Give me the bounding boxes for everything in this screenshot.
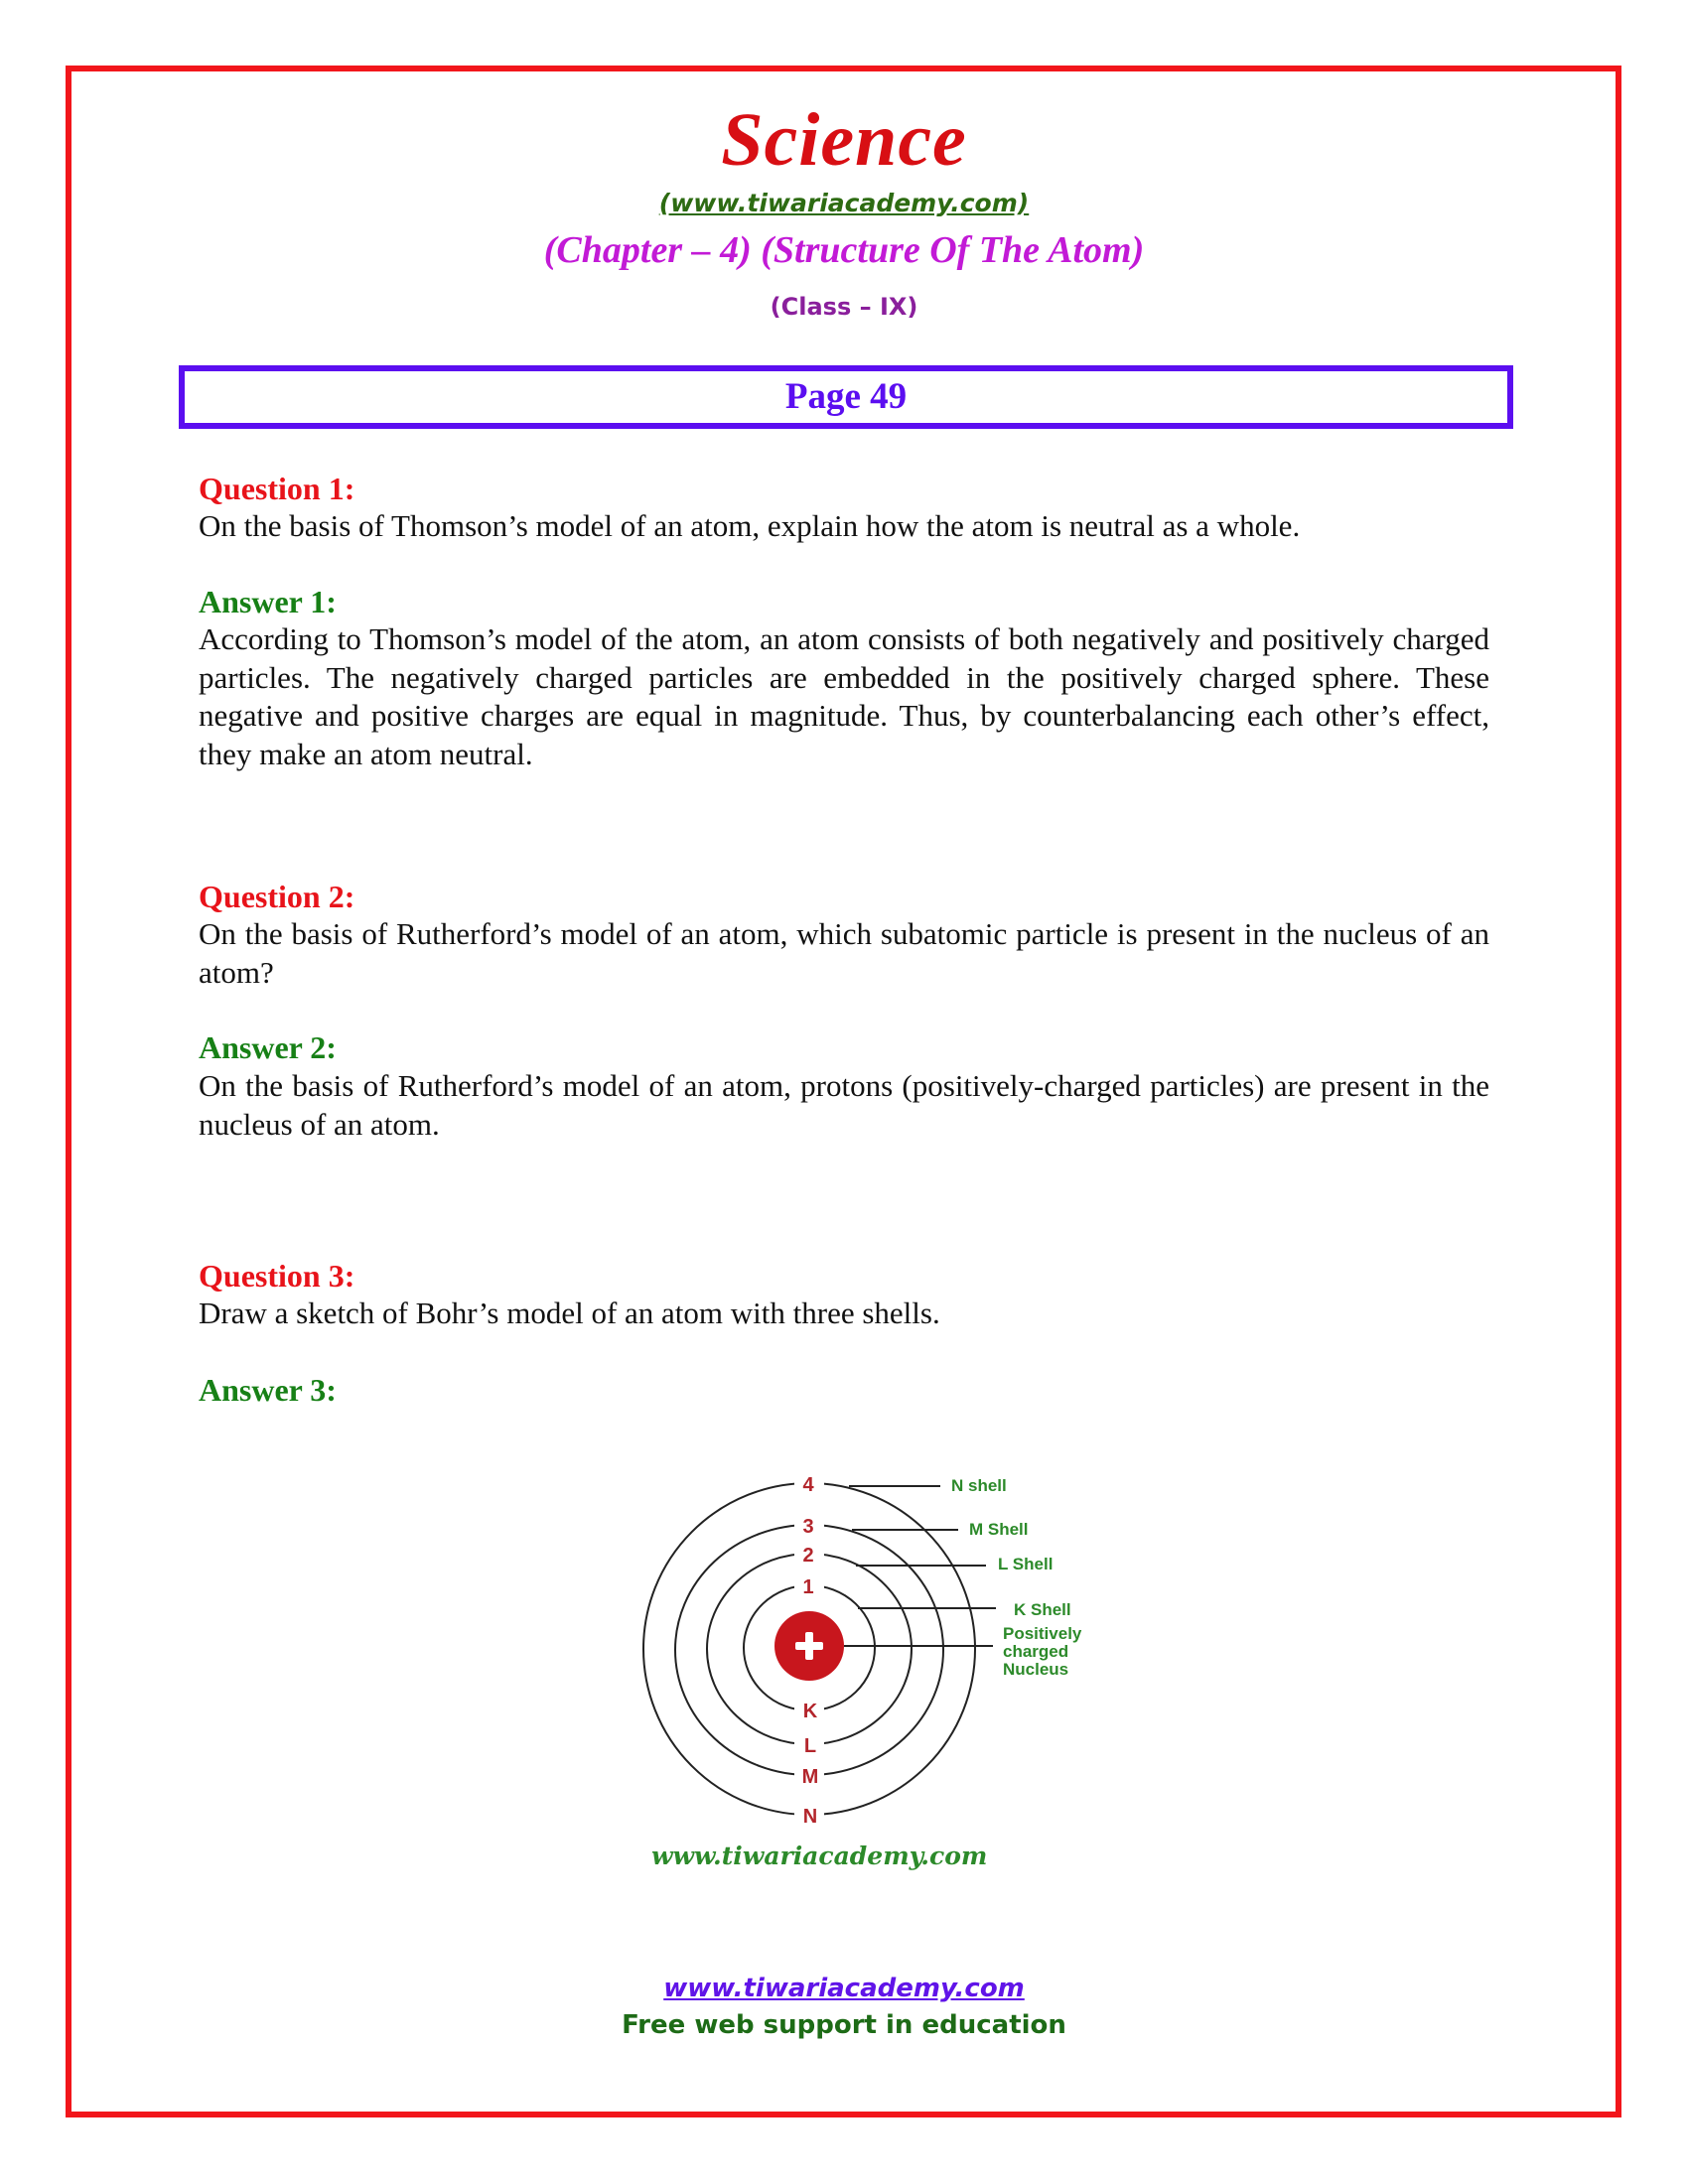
shell-number-2: 2 <box>802 1545 814 1567</box>
bohr-model-diagram <box>616 1459 1112 1876</box>
header-site-link[interactable]: (www.tiwariacademy.com) <box>658 189 1030 217</box>
shell-letter-k: K <box>802 1701 818 1722</box>
label-nucleus-line-1: Positively <box>1003 1624 1082 1643</box>
question-2-label: Question 2: <box>199 879 355 914</box>
footer-tagline: Free web support in education <box>622 2010 1066 2040</box>
label-nucleus-line-3: Nucleus <box>1003 1660 1069 1679</box>
page-number-banner <box>179 365 1513 429</box>
shell-letter-l: L <box>803 1735 817 1757</box>
answer-3-label: Answer 3: <box>199 1372 337 1408</box>
shell-letter-n: N <box>802 1806 818 1828</box>
question-3-label: Question 3: <box>199 1258 355 1294</box>
chapter-heading: (Chapter – 4) (Structure Of The Atom) <box>543 229 1145 271</box>
shell-letter-m: M <box>801 1766 819 1788</box>
answer-2-label: Answer 2: <box>199 1029 337 1065</box>
label-n-shell: N shell <box>951 1476 1007 1495</box>
class-label: (Class – IX) <box>770 293 918 321</box>
diagram-watermark: www.tiwariacademy.com <box>651 1842 988 1870</box>
label-nucleus-line-2: charged <box>1003 1642 1069 1661</box>
question-1-label: Question 1: <box>199 471 355 506</box>
question-2-text: On the basis of Rutherford’s model of an atom, which subatomic particle is present in the nucleus of an atom? <box>199 916 1489 990</box>
page-number: Page 49 <box>784 376 908 417</box>
shell-number-1: 1 <box>802 1576 814 1598</box>
answer-2-text: On the basis of Rutherford’s model of an atom, protons (positively-charged particles) are present in the nucleus of an atom. <box>199 1068 1489 1142</box>
label-m-shell: M Shell <box>969 1520 1029 1539</box>
shell-labels <box>951 1476 1082 1679</box>
shell-number-3: 3 <box>802 1516 814 1538</box>
answer-1-text: According to Thomson’s model of the atom, an atom consists of both negatively and positively charged particles. The negatively charged particles are embedded in the positively charged sphere. These negative and positive charges are equal in magnitude. Thus, by counterbalancing each other’s effect, they make an atom neutral. <box>199 621 1489 771</box>
label-k-shell: K Shell <box>1014 1600 1071 1619</box>
question-3-text: Draw a sketch of Bohr’s model of an atom with three shells. <box>199 1296 940 1330</box>
question-1-text: On the basis of Thomson’s model of an atom, explain how the atom is neutral as a whole. <box>199 508 1301 543</box>
document-title: Science <box>721 98 967 182</box>
footer-site-link[interactable]: www.tiwariacademy.com <box>663 1974 1025 2003</box>
shell-number-4: 4 <box>802 1474 814 1496</box>
answer-1-label: Answer 1: <box>199 584 337 619</box>
label-l-shell: L Shell <box>998 1555 1054 1573</box>
